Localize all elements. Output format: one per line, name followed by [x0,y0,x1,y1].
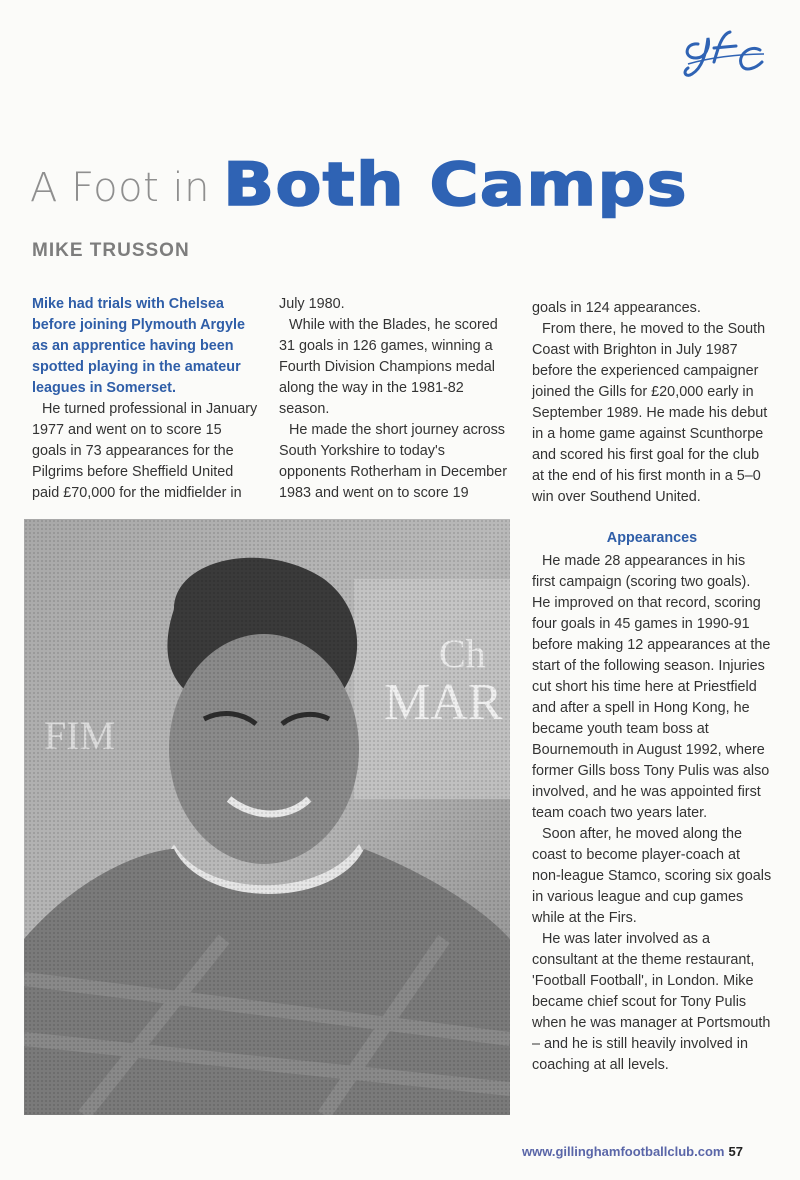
footer-url[interactable]: www.gillinghamfootballclub.com [522,1144,725,1159]
page-number: 57 [728,1144,743,1159]
headline [30,150,770,240]
article-column-1 [32,294,258,504]
byline: MIKE TRUSSON [32,240,190,261]
article-column-3 [532,298,772,1076]
body-paragraph: July 1980. [279,296,345,312]
body-paragraph: He made the short journey across South Yorkshire to today's opponents Rotherham in December 1983 and went on to score 19 [279,422,507,501]
gfc-monogram-logo [678,24,770,84]
body-paragraph: From there, he moved to the South Coast with Brighton in July 1987 before the experienced campaigner joined the Gills for £20,000 early in September 1989. He made his debut in a home game against Scunthorpe and scored his first goal for the club at the end of his first month in a 5–0 win over Southend United. [532,321,768,505]
article-column-2 [279,294,511,504]
subheading: Appearances [606,530,698,546]
body-paragraph: He was later involved as a consultant at the theme restaurant, 'Football Football', in London. Mike became chief scout for Tony Pulis when he was manager at Portsmouth – and he is still heavily involved in coaching at all levels. [532,931,771,1073]
headline-bold: Both Camps [223,150,688,220]
intro-paragraph: Mike had trials with Chelsea before joining Plymouth Argyle as an apprentice having been spotted playing in the amateur leagues in Somerset. [32,296,245,396]
body-paragraph: He made 28 appearances in his first campaign (scoring two goals). He improved on that record, scoring four goals in 45 games in 1990-91 before making 12 appearances at the start of the following season. Injuries cut short his time here at Priestfield and after a spell in Hong Kong, he became youth team boss at Bournemouth in August 1992, where former Gills boss Tony Pulis was also involved, and he was appointed first team coach two years later. [532,553,771,821]
body-paragraph: goals in 124 appearances. [532,300,701,316]
body-paragraph: While with the Blades, he scored 31 goals in 126 games, winning a Fourth Division Champions medal along the way in the 1981-82 season. [279,317,498,417]
headline-light: A Foot in [30,165,210,211]
body-paragraph: He turned professional in January 1977 and went on to score 15 goals in 73 appearances for the Pilgrims before Sheffield United paid £70,000 for the midfielder in [32,401,258,501]
footer [522,1144,743,1159]
body-paragraph: Soon after, he moved along the coast to become player-coach at non-league Stamco, scoring six goals in various league and cup games while at the Firs. [532,826,772,926]
player-photo [24,519,510,1115]
